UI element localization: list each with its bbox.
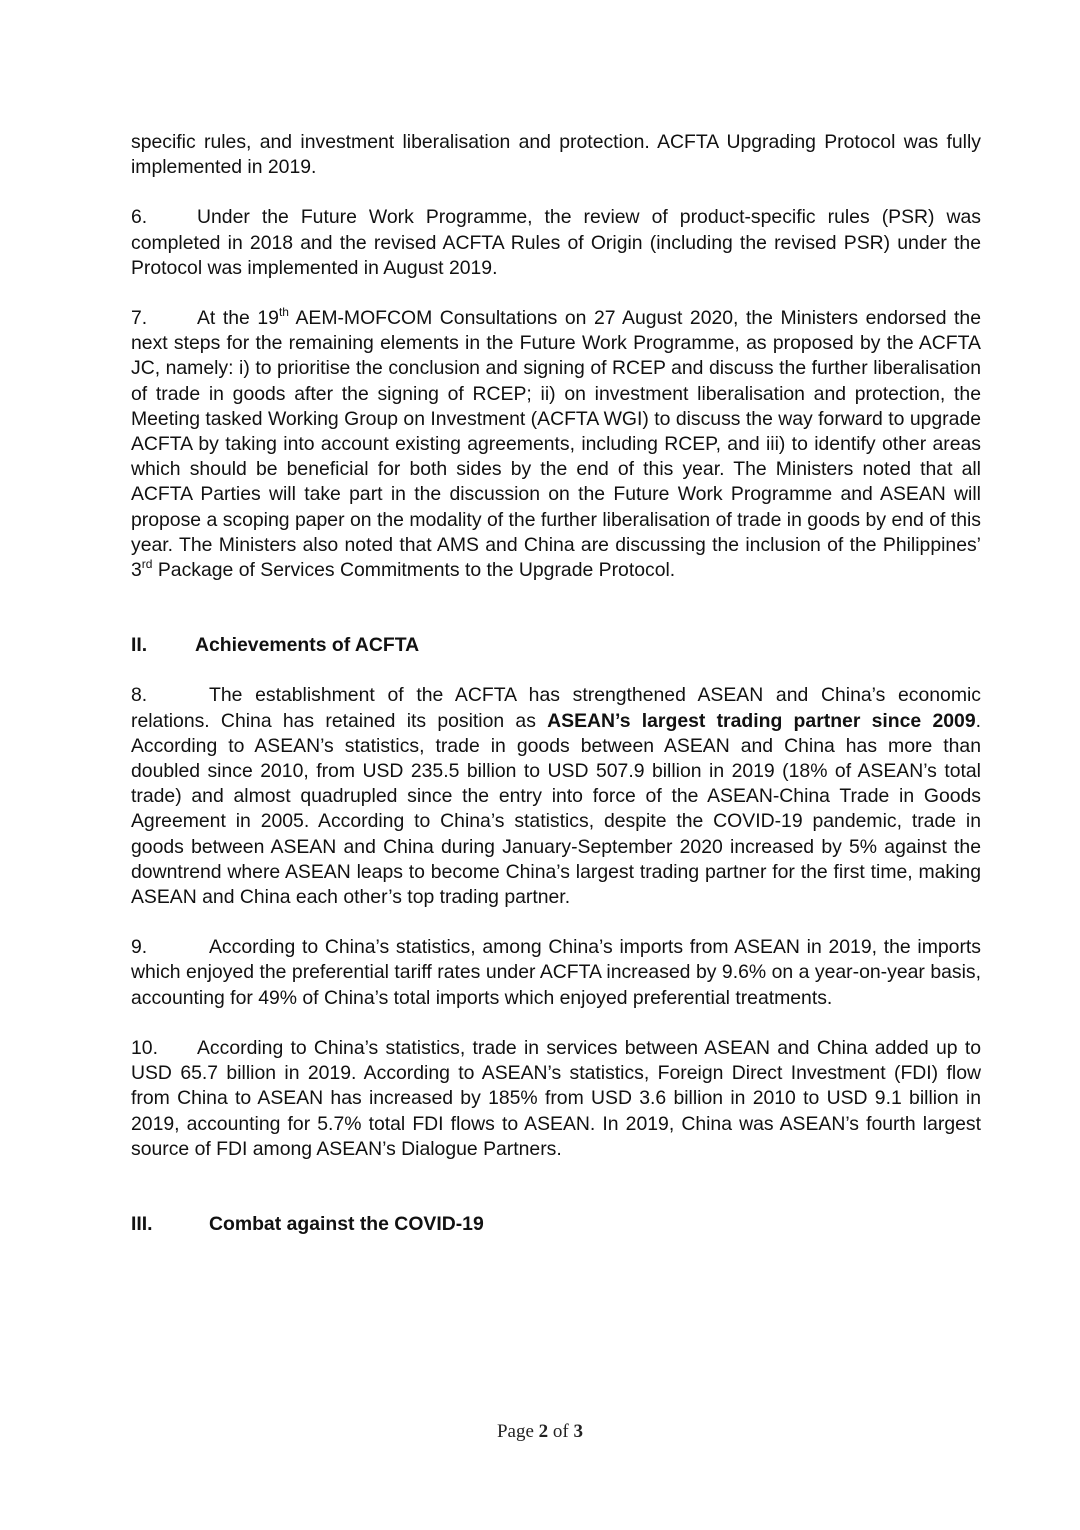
- paragraph-text: According to China’s statistics, trade in services between ASEAN and China added up to USD 65.7 billion in 2019. According to ASEAN’s statistics, Foreign Direct Investment (FDI) flow from China to ASEAN has increased by 185% from USD 3.6 billion in 2010 to USD 9.1 billion in 2019, accounting for 5.7% total FDI flows to ASEAN. In 2019, China was ASEAN’s fourth largest source of FDI among ASEAN’s Dialogue Partners.: [131, 1036, 981, 1160]
- paragraph-7: [131, 306, 981, 583]
- section-number: II.: [131, 634, 148, 657]
- ordinal-superscript: rd: [141, 557, 153, 572]
- paragraph-text: Under the Future Work Programme, the review of product-specific rules (PSR) was completed in 2018 and the revised ACFTA Rules of Origin (including the revised PSR) under the Protocol was implemented in August 2019.: [131, 206, 981, 279]
- paragraph-text: AEM-MOFCOM Consultations on 27 August 2020, the Ministers endorsed the next steps for the remaining elements in the Future Work Programme, as proposed by the ACFTA JC, namely: i) to prioritise the conclusion and signing of RCEP and discuss the further liberalisation of trade in goods after the signing of RCEP; ii) on investment liberalisation and protection, the Meeting tasked Working Group on Investment (ACFTA WGI) to discuss the way forward to upgrade ACFTA by taking into account existing agreements, including RCEP, and iii) to identify other areas which should be beneficial for both sides by the end of this year. The Ministers noted that all ACFTA Parties will take part in the discussion on the Future Work Programme and ASEAN will propose a scoping paper on the modality of the further liberalisation of trade in goods by end of this year. The Ministers also noted that AMS and China are discussing the inclusion of the Philippines’ 3: [131, 307, 981, 582]
- paragraph-number: 6.: [131, 206, 148, 229]
- paragraph-10: [131, 1036, 981, 1162]
- bold-emphasis: ASEAN’s largest trading partner since 2009: [547, 709, 976, 732]
- paragraph-text: The establishment of the ACFTA has strengthened ASEAN and China’s economic relations. China has retained its position as: [131, 684, 981, 732]
- page-footer: [0, 1421, 1080, 1443]
- paragraph-8: [131, 683, 981, 910]
- paragraph-6: [131, 205, 981, 281]
- document-body: [131, 130, 981, 1237]
- paragraph-number: 10.: [131, 1036, 158, 1059]
- section-heading-achievements: [131, 633, 981, 658]
- paragraph-number: 7.: [131, 307, 148, 330]
- section-number: III.: [131, 1212, 153, 1235]
- paragraph-text: According to China’s statistics, among China’s imports from ASEAN in 2019, the imports which enjoyed the preferential tariff rates under ACFTA increased by 9.6% on a year-on-year basis, accounting for 49% of China’s total imports which enjoyed preferential treatments.: [131, 936, 981, 1009]
- section-heading-covid: [131, 1212, 981, 1237]
- paragraph-text: . According to ASEAN’s statistics, trade in goods between ASEAN and China has more than doubled since 2010, from USD 235.5 billion to USD 507.9 billion in 2019 (18% of ASEAN’s total trade) and almost quadrupled since the entry into force of the ASEAN-China Trade in Goods Agreement in 2005. According to China’s statistics, despite the COVID-19 pandemic, trade in goods between ASEAN and China during January-September 2020 increased by 5% against the downtrend where ASEAN leaps to become China’s largest trading partner for the first time, making ASEAN and China each other’s top trading partner.: [131, 709, 981, 909]
- page-word: Page: [496, 1421, 534, 1442]
- paragraph-9: [131, 935, 981, 1011]
- paragraph-5-continued: specific rules, and investment liberalisation and protection. ACFTA Upgrading Protocol was fully implemented in 2019.: [131, 131, 981, 179]
- ordinal-superscript: th: [278, 305, 289, 320]
- of-word: of: [552, 1421, 569, 1442]
- current-page-number: 2: [538, 1421, 549, 1442]
- paragraph-text: At the 19: [197, 307, 279, 330]
- section-title: Combat against the COVID-19: [209, 1212, 484, 1235]
- section-title: Achievements of ACFTA: [195, 634, 420, 657]
- total-pages-number: 3: [573, 1421, 583, 1442]
- paragraph-number: 8.: [131, 684, 148, 707]
- paragraph-text: Package of Services Commitments to the Upgrade Protocol.: [152, 559, 676, 582]
- paragraph-number: 9.: [131, 936, 148, 959]
